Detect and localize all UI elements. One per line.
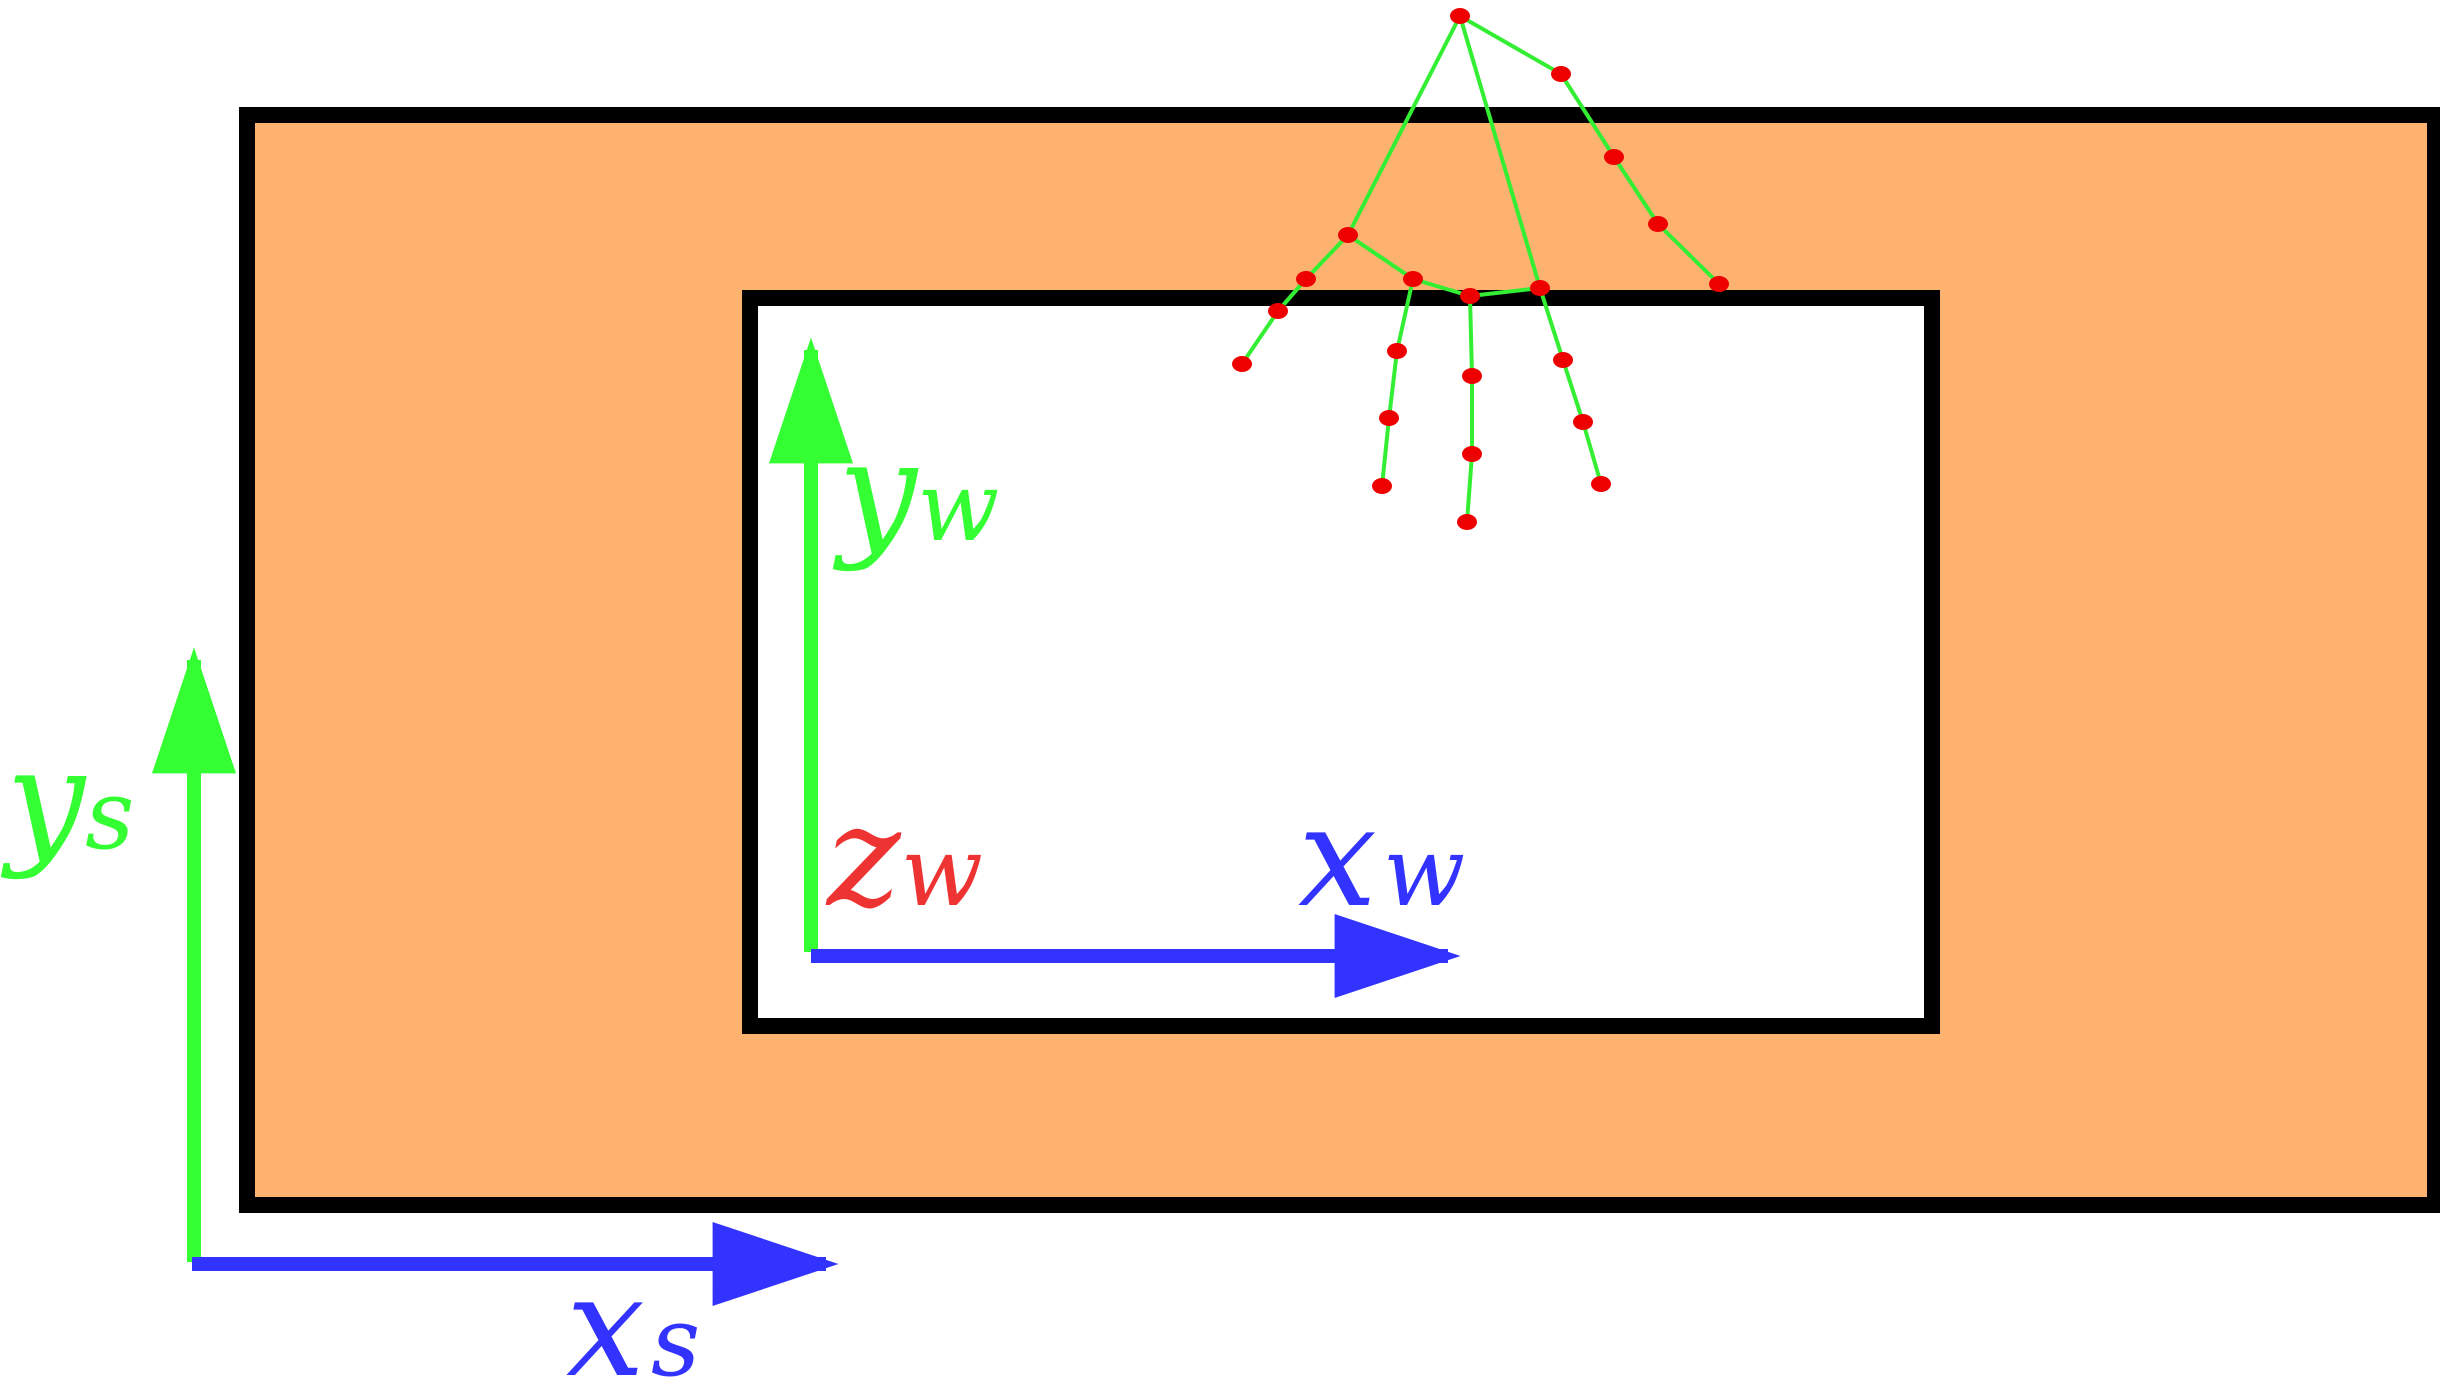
world-z-label: zw [827, 776, 983, 939]
skeleton-joint [1551, 66, 1571, 82]
skeleton-joint [1268, 303, 1288, 319]
skeleton-joint [1296, 271, 1316, 287]
skeleton-joint [1604, 149, 1624, 165]
world-x-label: xw [1298, 776, 1466, 939]
world-y-label: yw [838, 411, 1000, 574]
skeleton-joint [1338, 227, 1358, 243]
skeleton-bone [1470, 296, 1472, 376]
skeleton-joint [1403, 271, 1423, 287]
skeleton-joint [1379, 410, 1399, 426]
skeleton-joint [1387, 343, 1407, 359]
skeleton-joint [1648, 216, 1668, 232]
skeleton-joint [1530, 280, 1550, 296]
skeleton-joint [1462, 368, 1482, 384]
screen-y-label: ys [6, 719, 135, 882]
skeleton-joint [1553, 352, 1573, 368]
skeleton-joint [1457, 514, 1477, 530]
skeleton-joint [1591, 476, 1611, 492]
skeleton-joint [1573, 414, 1593, 430]
skeleton-joint [1450, 8, 1470, 24]
skeleton-joint [1462, 446, 1482, 462]
skeleton-joint [1460, 288, 1480, 304]
skeleton-joint [1709, 276, 1729, 292]
skeleton-joint [1372, 478, 1392, 494]
screen-x-label: xs [566, 1246, 701, 1398]
skeleton-joint [1232, 356, 1252, 372]
